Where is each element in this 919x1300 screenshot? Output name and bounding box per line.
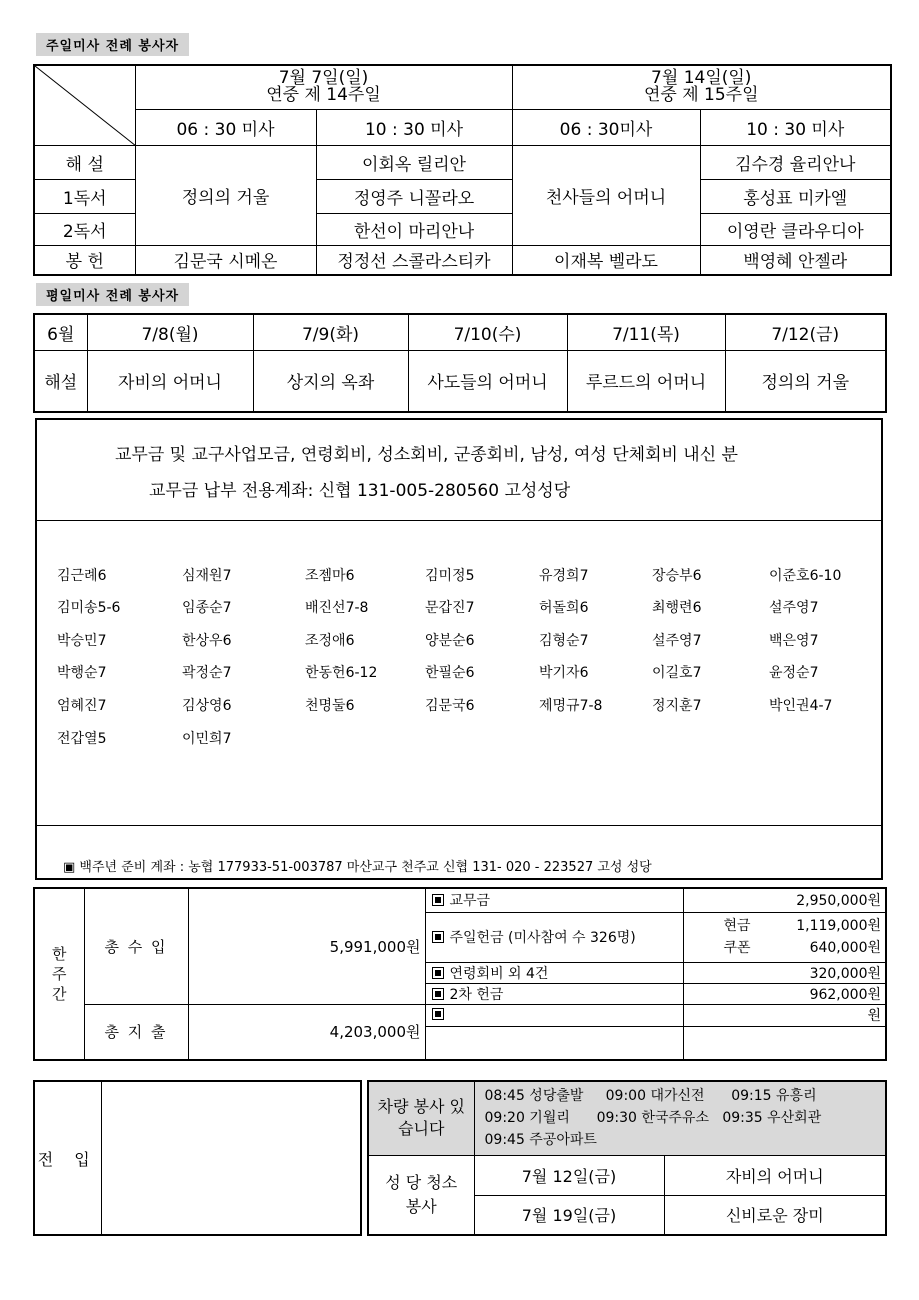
- week1-date: 7월 7일(일): [278, 68, 369, 89]
- weekday-day-2: 7/9(화): [253, 314, 408, 350]
- checkbox-icon: [432, 967, 444, 979]
- donor-name: 김형순7: [539, 633, 589, 649]
- item-second-collection-amount: 962,000원: [683, 983, 886, 1004]
- donor-name: 전갑열5: [57, 731, 107, 747]
- item-blank: [425, 1004, 683, 1026]
- mass-time-1: 06 : 30 미사: [135, 109, 316, 145]
- mass-time-3: 06 : 30미사: [512, 109, 700, 145]
- donor-name: 한필순6: [425, 665, 475, 681]
- checkbox-icon: [432, 1008, 444, 1020]
- jubilee-divider: [37, 825, 883, 826]
- weekday-day-3: 7/10(수): [408, 314, 567, 350]
- donor-name: 박승민7: [57, 633, 107, 649]
- donor-name: 정지훈7: [652, 698, 702, 714]
- cleaning-date-2: 7월 19일(금): [474, 1195, 664, 1235]
- service-table: [367, 1080, 887, 1236]
- week2-early-group: 천사들의 어머니: [512, 145, 700, 245]
- donor-name: 유경희7: [539, 568, 589, 584]
- week2-late-reading1: 홍성표 미카엘: [700, 179, 891, 213]
- donor-name: 설주영7: [769, 600, 819, 616]
- role-reading1: 1독서: [34, 179, 135, 213]
- week2-header: [512, 65, 891, 109]
- donor-name: 배진선7-8: [305, 600, 369, 616]
- donor-name: 김미정5: [425, 568, 475, 584]
- sunday-servers-table: [33, 64, 892, 276]
- offering-1: 김문국 시메온: [135, 245, 316, 275]
- diagonal-corner-cell: [34, 65, 135, 145]
- donor-name: 김문국6: [425, 698, 475, 714]
- donor-name: 조정애6: [305, 633, 355, 649]
- finance-table: [33, 887, 887, 1061]
- transfer-content: [101, 1081, 361, 1235]
- week1-early-group: 정의의 거울: [135, 145, 316, 245]
- role-offering: 봉 헌: [34, 245, 135, 275]
- transfer-label: 전 입: [34, 1081, 101, 1235]
- income-label: 총 수 입: [84, 888, 188, 1004]
- weekday-section-tag: 평일미사 전례 봉사자: [36, 283, 189, 306]
- week1-header: [135, 65, 512, 109]
- diagonal-line: [35, 66, 136, 146]
- weekday-group-2: 상지의 옥좌: [253, 350, 408, 412]
- vehicle-schedule: [474, 1081, 886, 1155]
- donor-name: 한동헌6-12: [305, 665, 378, 681]
- checkbox-icon: [432, 988, 444, 1000]
- week2-late-reading2: 이영란 클라우디아: [700, 213, 891, 245]
- donor-name: 윤정순7: [769, 665, 819, 681]
- offering-2: 정정선 스콜라스티카: [316, 245, 512, 275]
- vehicle-label: 차량 봉사 있습니다: [368, 1081, 474, 1155]
- weekday-group-4: 루르드의 어머니: [567, 350, 725, 412]
- cleaning-date-1: 7월 12일(금): [474, 1155, 664, 1195]
- jubilee-account: ▣ 백주년 준비 계좌 : 농협 177933-51-003787 마산교구 천주교 신협 131- 020 - 223527 고성 성당: [63, 860, 652, 875]
- role-reading2: 2독서: [34, 213, 135, 245]
- donor-name: 허돌희6: [539, 600, 589, 616]
- item-funeral-fee-amount: 320,000원: [683, 962, 886, 983]
- weekday-day-1: 7/8(월): [87, 314, 253, 350]
- finance-period: 한 주 간: [34, 888, 84, 1060]
- vehicle-line-1: 08:45 성당출발 09:00 대가신전 09:15 유흥리: [484, 1088, 817, 1105]
- week2-late-commentary: 김수경 율리안나: [700, 145, 891, 179]
- weekday-month: 6월: [34, 314, 87, 350]
- week2-name: 연중 제 15주일: [643, 85, 759, 106]
- donation-divider: [37, 520, 883, 521]
- item-second-collection: 2차 헌금: [425, 983, 683, 1004]
- item-sunday-offering-amounts: 현금 1,119,000원 쿠폰 640,000원: [683, 912, 886, 962]
- donor-name: 김근례6: [57, 568, 107, 584]
- checkbox-icon: [432, 894, 444, 906]
- vehicle-line-2: 09:20 기월리 09:30 한국주유소 09:35 우산회관: [484, 1110, 822, 1127]
- vehicle-line-3: 09:45 주공아파트: [484, 1132, 597, 1149]
- donor-name: 곽정순7: [182, 665, 232, 681]
- week1-late-reading2: 한선이 마리안나: [316, 213, 512, 245]
- donor-name: 박행순7: [57, 665, 107, 681]
- item-tithe-amount: 2,950,000원: [683, 888, 886, 912]
- weekday-group-5: 정의의 거울: [725, 350, 886, 412]
- item-sunday-offering: 주일헌금 (미사참여 수 326명): [425, 912, 683, 962]
- offering-3: 이재복 벨라도: [512, 245, 700, 275]
- donor-name: 최행련6: [652, 600, 702, 616]
- cleaning-group-1: 자비의 어머니: [664, 1155, 886, 1195]
- weekday-row-label: 해설: [34, 350, 87, 412]
- week1-name: 연중 제 14주일: [266, 85, 381, 106]
- donor-name: 이민희7: [182, 731, 232, 747]
- donor-name: 김미송5-6: [57, 600, 121, 616]
- weekday-day-4: 7/11(목): [567, 314, 725, 350]
- donor-name: 박기자6: [539, 665, 589, 681]
- donor-name: 문갑진7: [425, 600, 475, 616]
- expense-total: 4,203,000원: [188, 1004, 425, 1060]
- donor-name: 이길호7: [652, 665, 702, 681]
- empty-cell-1: [425, 1026, 683, 1060]
- week2-date: 7월 14일(일): [651, 68, 752, 89]
- donation-account: 교무금 납부 전용계좌: 신협 131-005-280560 고성성당: [149, 481, 571, 501]
- donor-name: 조젬마6: [305, 568, 355, 584]
- weekday-servers-table: [33, 313, 887, 413]
- donor-name: 심재원7: [182, 568, 232, 584]
- mass-time-2: 10 : 30 미사: [316, 109, 512, 145]
- item-funeral-fee: 연령회비 외 4건: [425, 962, 683, 983]
- donor-name: 박인권4-7: [769, 698, 833, 714]
- weekday-group-3: 사도들의 어머니: [408, 350, 567, 412]
- week1-late-commentary: 이회옥 릴리안: [316, 145, 512, 179]
- donor-name: 김상영6: [182, 698, 232, 714]
- donor-name: 한상우6: [182, 633, 232, 649]
- checkbox-icon: [432, 931, 444, 943]
- cleaning-group-2: 신비로운 장미: [664, 1195, 886, 1235]
- week1-late-reading1: 정영주 니꼴라오: [316, 179, 512, 213]
- donation-box: [35, 418, 883, 880]
- donor-name: 장승부6: [652, 568, 702, 584]
- offering-4: 백영혜 안젤라: [700, 245, 891, 275]
- role-commentary: 해 설: [34, 145, 135, 179]
- transfer-table: [33, 1080, 362, 1236]
- cleaning-label: 성 당 청소 봉사: [368, 1155, 474, 1235]
- weekday-group-1: 자비의 어머니: [87, 350, 253, 412]
- donor-name: 백은영7: [769, 633, 819, 649]
- donor-name: 이준호6-10: [769, 568, 842, 584]
- donor-name: 엄혜진7: [57, 698, 107, 714]
- income-total: 5,991,000원: [188, 888, 425, 1004]
- mass-time-4: 10 : 30 미사: [700, 109, 891, 145]
- item-tithe: 교무금: [425, 888, 683, 912]
- empty-cell-2: [683, 1026, 886, 1060]
- donor-name: 제명규7-8: [539, 698, 603, 714]
- weekday-day-5: 7/12(금): [725, 314, 886, 350]
- sunday-section-tag: 주일미사 전례 봉사자: [36, 33, 189, 56]
- donor-name: 천명둘6: [305, 698, 355, 714]
- donor-name: 양분순6: [425, 633, 475, 649]
- donor-name: 설주영7: [652, 633, 702, 649]
- expense-label: 총 지 출: [84, 1004, 188, 1060]
- item-blank-amount: 원: [683, 1004, 886, 1026]
- donor-name: 임종순7: [182, 600, 232, 616]
- donation-heading: 교무금 및 교구사업모금, 연령회비, 성소회비, 군종회비, 남성, 여성 단체회비 내신 분: [115, 445, 738, 465]
